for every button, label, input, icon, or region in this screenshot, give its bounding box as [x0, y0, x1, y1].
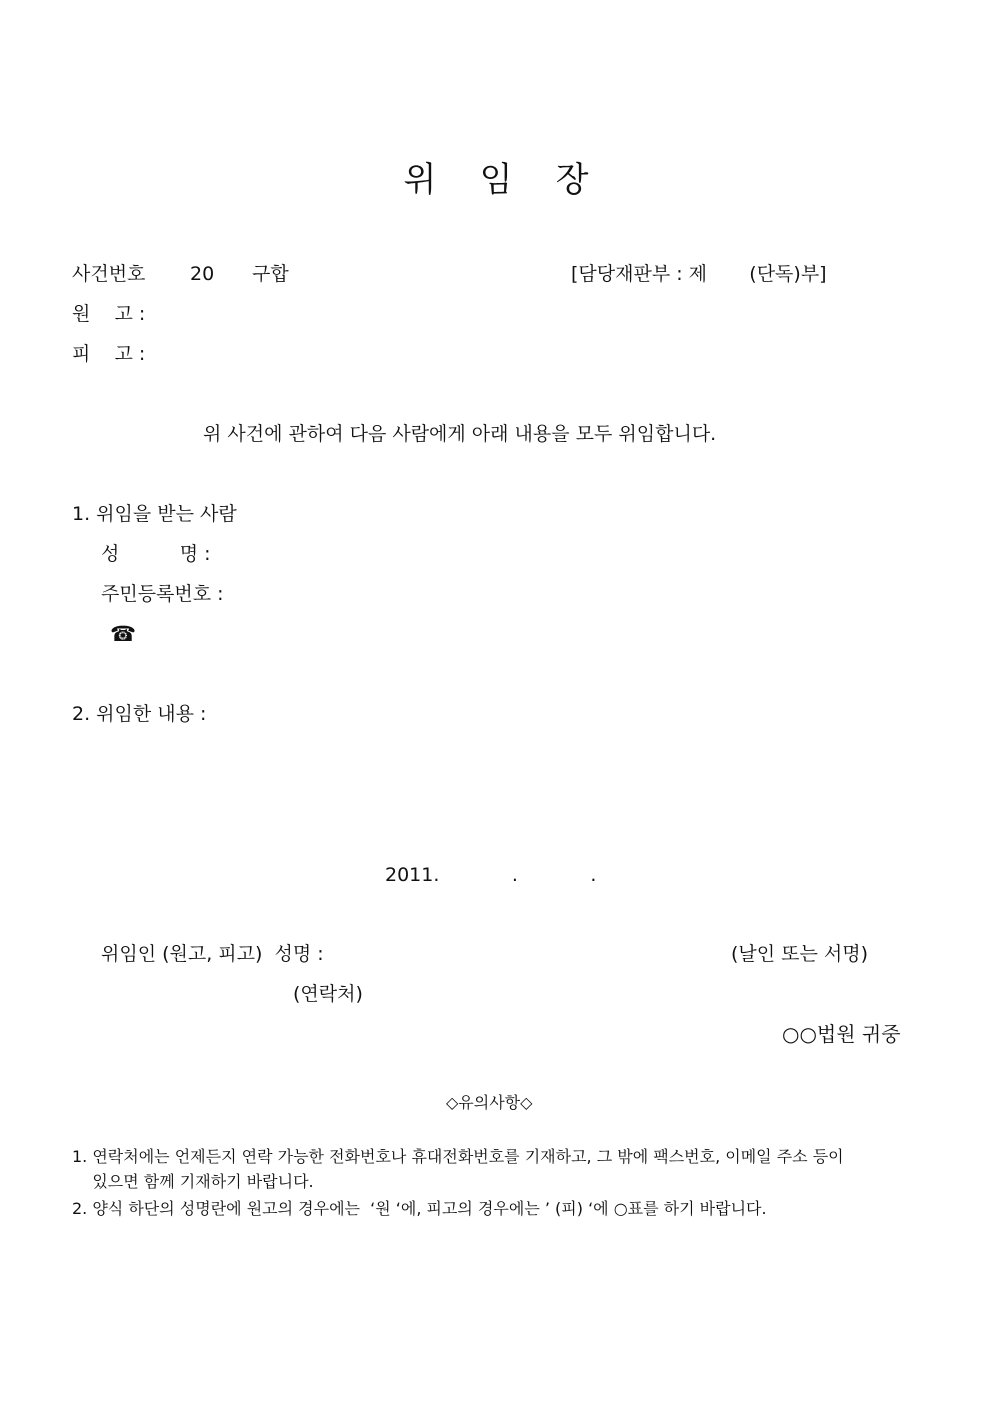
- court-addressee: ○○법원 귀중: [782, 1022, 901, 1046]
- agent-name-label: 성 명 :: [101, 543, 211, 565]
- notes-heading: ◇유의사항◇: [446, 1093, 533, 1112]
- note-item-1: 1. 연락처에는 언제든지 연락 가능한 전화번호나 휴대전화번호를 기재하고, 그 밖에 팩스번호, 이메일 주소 등이: [72, 1147, 844, 1166]
- document-title: 위 임 장: [403, 160, 589, 200]
- case-division: [담당재판부 : 제 (단독)부]: [571, 263, 827, 285]
- case-type: 구합: [252, 263, 289, 285]
- date-line: 2011. . .: [385, 864, 597, 886]
- contact-label: (연락처): [293, 983, 363, 1005]
- case-year: 20: [190, 263, 215, 285]
- phone-icon: ☎: [110, 622, 137, 646]
- plaintiff-label: 원 고 :: [72, 303, 146, 325]
- note-item-2: 2. 양식 하단의 성명란에 원고의 경우에는 ‘원 ‘에, 피고의 경우에는 ’ (피) ‘에 ○표를 하기 바랍니다.: [72, 1199, 767, 1218]
- section1-heading: 1. 위임을 받는 사람: [72, 503, 237, 525]
- intro-text: 위 사건에 관하여 다음 사람에게 아래 내용을 모두 위임합니다.: [203, 423, 717, 445]
- section2-heading: 2. 위임한 내용 :: [72, 703, 207, 725]
- agent-rrn-label: 주민등록번호 :: [101, 583, 224, 605]
- defendant-label: 피 고 :: [72, 343, 146, 365]
- seal-text: (날인 또는 서명): [731, 943, 869, 965]
- case-number-label: 사건번호: [72, 263, 146, 285]
- signer-label: 위임인 (원고, 피고) 성명 :: [101, 943, 324, 965]
- note-item-1-cont: 있으면 함께 기재하기 바랍니다.: [72, 1172, 314, 1191]
